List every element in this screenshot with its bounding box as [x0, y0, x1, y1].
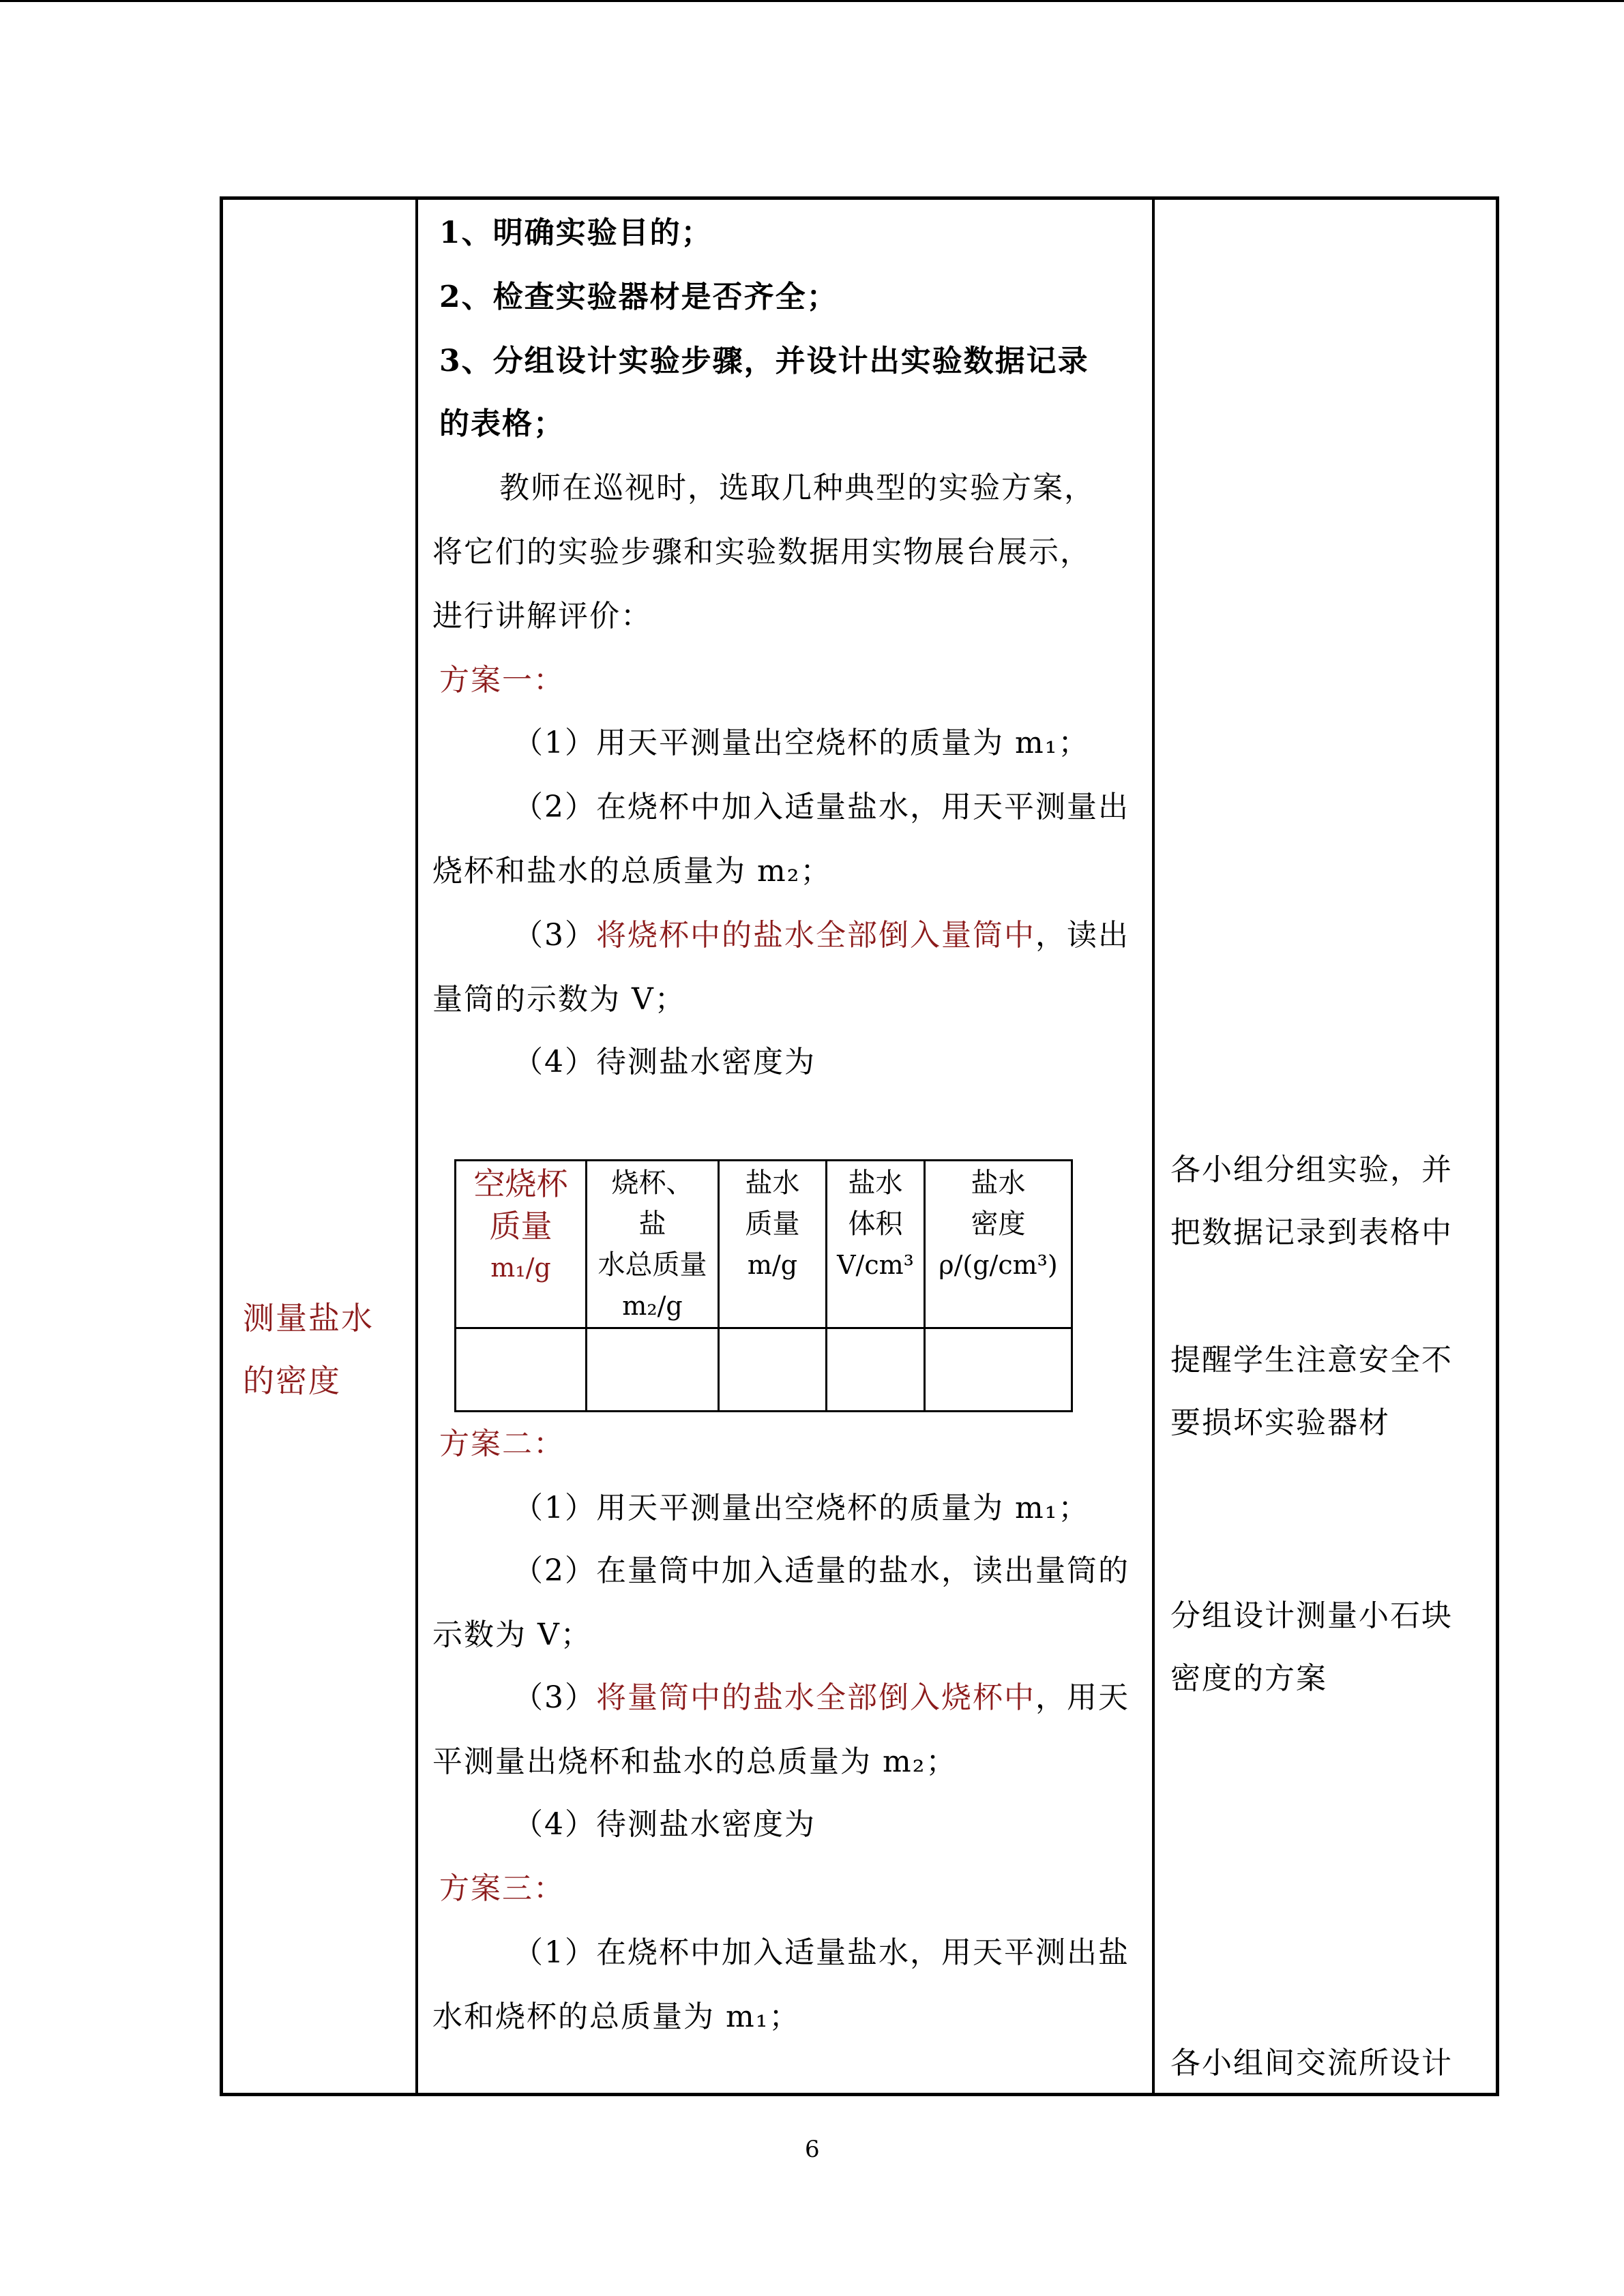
data-cell[interactable] [587, 1328, 719, 1412]
plan1-step3-cont: 量筒的示数为 V； [432, 982, 686, 1017]
header-brine-density: 盐水 密度 ρ/(g/cm³) [925, 1161, 1072, 1328]
top-rule [0, 0, 1624, 2]
plan1-title: 方案一： [439, 663, 565, 698]
plan1-step4: （4）待测盐水密度为 [513, 1045, 816, 1079]
teacher-note-1: 教师在巡视时，选取几种典型的实验方案， [499, 471, 1095, 505]
column-divider-1 [415, 196, 418, 2096]
data-cell[interactable] [827, 1328, 925, 1412]
intro-step-3-cont: 的表格； [439, 406, 565, 441]
data-cell[interactable] [925, 1328, 1072, 1412]
note-group-experiment-1: 各小组分组实验，并 [1170, 1152, 1453, 1187]
plan3-step1: （1）在烧杯中加入适量盐水，用天平测出盐 [513, 1935, 1130, 1970]
plan1-step1: （1）用天平测量出空烧杯的质量为 m₁； [513, 726, 1090, 760]
plan2-title: 方案二： [439, 1427, 565, 1461]
plan2-step4: （4）待测盐水密度为 [513, 1807, 816, 1842]
note-exchange: 各小组间交流所设计 [1170, 2046, 1453, 2081]
page-number: 6 [805, 2136, 821, 2163]
plan3-step1-cont: 水和烧杯的总质量为 m₁； [432, 1999, 801, 2034]
plan1-step2: （2）在烧杯中加入适量盐水，用天平测量出 [513, 790, 1130, 824]
plan2-step3-cont: 平测量出烧杯和盐水的总质量为 m₂； [432, 1744, 958, 1779]
header-total-mass: 烧杯、 盐 水总质量 m₂/g [587, 1161, 719, 1328]
plan2-step1: （1）用天平测量出空烧杯的质量为 m₁； [513, 1491, 1090, 1525]
plan2-step2: （2）在量筒中加入适量的盐水，读出量筒的 [513, 1553, 1130, 1588]
note-safety-1: 提醒学生注意安全不 [1170, 1343, 1453, 1377]
plan3-title: 方案三： [439, 1871, 565, 1906]
plan2-step3-highlight: 将量筒中的盐水全部倒入烧杯中 [596, 1680, 1035, 1715]
data-cell[interactable] [456, 1328, 587, 1412]
header-brine-mass: 盐水 质量 m/g [719, 1161, 827, 1328]
note-safety-2: 要损坏实验器材 [1170, 1405, 1390, 1440]
note-stone-density-2: 密度的方案 [1170, 1661, 1327, 1696]
intro-step-2: 2、检查实验器材是否齐全； [439, 280, 838, 314]
intro-step-1: 1、明确实验目的； [439, 215, 713, 250]
header-brine-volume: 盐水 体积 V/cm³ [827, 1161, 925, 1328]
teacher-note-3: 进行讲解评价： [432, 599, 652, 633]
data-record-table [454, 1159, 1073, 1412]
data-cell[interactable] [719, 1328, 827, 1412]
intro-step-3: 3、分组设计实验步骤，并设计出实验数据记录 [439, 344, 1089, 378]
plan2-step3: （3）将量筒中的盐水全部倒入烧杯中，用天 [513, 1680, 1130, 1715]
plan2-step2-cont: 示数为 V； [432, 1617, 592, 1652]
note-stone-density-1: 分组设计测量小石块 [1170, 1598, 1453, 1633]
column-divider-2 [1152, 196, 1155, 2096]
note-group-experiment-2: 把数据记录到表格中 [1170, 1215, 1453, 1250]
header-empty-beaker-mass: 空烧杯 质量 m₁/g [456, 1161, 587, 1328]
plan1-step2-cont: 烧杯和盐水的总质量为 m₂； [432, 854, 832, 889]
topic-label-line1: 测量盐水 [243, 1300, 374, 1337]
teacher-note-2: 将它们的实验步骤和实验数据用实物展台展示， [432, 535, 1091, 569]
plan1-step3: （3）将烧杯中的盐水全部倒入量筒中，读出 [513, 918, 1130, 953]
topic-label-line2: 的密度 [243, 1362, 341, 1399]
plan1-step3-highlight: 将烧杯中的盐水全部倒入量筒中 [596, 918, 1035, 953]
